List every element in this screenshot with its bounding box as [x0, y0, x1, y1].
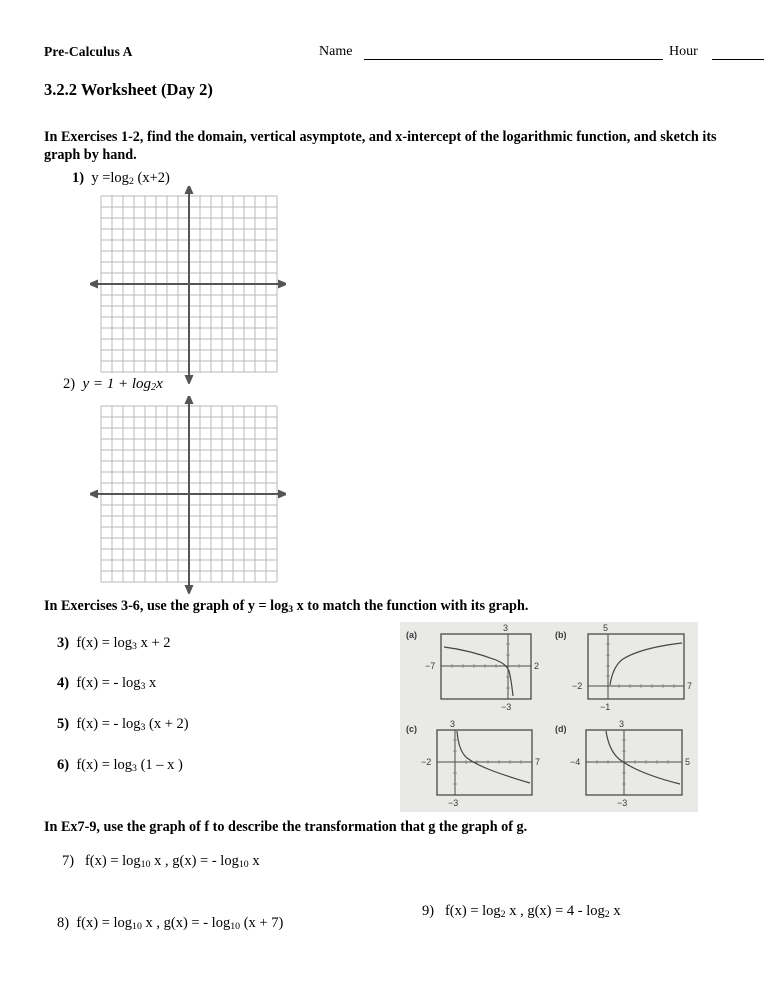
problem-2-number: 2): [63, 376, 76, 392]
svg-text:2: 2: [534, 661, 540, 671]
instruction-exercises-1-2: In Exercises 1-2, find the domain, vertical asymptote, and x-intercept of the logarithmic function, and sketch its graph by hand.: [44, 129, 717, 163]
coordinate-grid-2[interactable]: [90, 396, 286, 594]
hour-label: Hour: [669, 44, 698, 59]
problem-4: [57, 674, 156, 696]
svg-text:−1: −1: [600, 702, 611, 712]
mini-graph-d: [555, 719, 690, 808]
problem-3: [57, 634, 171, 656]
problem-8-number: 8): [57, 915, 70, 931]
problem-5: [57, 715, 189, 737]
problem-7: [62, 852, 260, 874]
mini-graph-a: [406, 623, 539, 712]
svg-text:(b): (b): [555, 630, 567, 640]
svg-text:3: 3: [503, 623, 509, 633]
problem-2-text: $y = 1 + \log_2x$: [78, 376, 163, 394]
worksheet-header: [44, 44, 726, 66]
problem-3-number: 3): [57, 635, 70, 651]
problem-8: [57, 914, 283, 936]
name-blank-line[interactable]: [364, 59, 663, 60]
svg-text:5: 5: [685, 757, 691, 767]
svg-text:−3: −3: [501, 702, 512, 712]
svg-text:(a): (a): [406, 630, 417, 640]
svg-text:−2: −2: [572, 681, 583, 691]
problem-1-text: $y =\log_2$ (x+2): [87, 170, 170, 188]
problem-3-text: $f(x) = \log_3 x + 2$: [72, 635, 171, 653]
problem-7-number: 7): [62, 853, 75, 869]
svg-text:−3: −3: [617, 798, 628, 808]
problem-1-number: 1): [72, 170, 85, 186]
svg-text:7: 7: [687, 681, 693, 691]
problem-8-text: $f(x) = \log_{10} x$ , g(x) = - $\log_{10} (x + 7)$: [72, 915, 284, 933]
svg-text:−2: −2: [421, 757, 432, 767]
svg-text:5: 5: [603, 623, 609, 633]
page-title: 3.2.2 Worksheet (Day 2): [44, 80, 213, 99]
svg-text:(d): (d): [555, 724, 567, 734]
svg-text:7: 7: [535, 757, 541, 767]
mini-graph-b: [555, 623, 692, 712]
coordinate-grid-1[interactable]: [90, 186, 286, 384]
svg-text:3: 3: [450, 719, 456, 729]
problem-6-text: $f(x) = \log_3 (1 - x$ ): [72, 757, 183, 775]
problem-9-text: $f(x) = \log_2 x$ , $g(x) = 4 - \log_2 x$: [437, 903, 621, 921]
mini-graph-c: [406, 719, 540, 808]
svg-text:−7: −7: [425, 661, 436, 671]
problem-6-number: 6): [57, 757, 70, 773]
problem-4-text: f(x) = - $\log_3 x$: [72, 675, 157, 693]
problem-4-number: 4): [57, 675, 70, 691]
problem-6: [57, 756, 183, 778]
problem-7-text: $f(x) = \log_{10} x$ , g(x) = - $\log_{10} x$: [77, 853, 260, 871]
svg-text:(c): (c): [406, 724, 417, 734]
instruction-exercises-3-6: In Exercises 3-6, use the graph of $y = \log_3 x$ to match the function with its graph.: [44, 598, 529, 616]
problem-2: [63, 375, 163, 397]
svg-text:−4: −4: [570, 757, 581, 767]
problem-5-number: 5): [57, 716, 70, 732]
problem-9: [422, 902, 621, 924]
matching-graphs-figure: [400, 622, 698, 812]
name-label: Name: [319, 44, 353, 59]
instruction-exercises-7-9: In Ex7-9, use the graph of f to describe the transformation that g the graph of g.: [44, 819, 528, 835]
course-name: Pre-Calculus A: [44, 44, 133, 59]
hour-blank-line[interactable]: [712, 59, 764, 60]
svg-text:−3: −3: [448, 798, 459, 808]
problem-5-text: f(x) = - $\log_3 (x + 2)$: [72, 716, 189, 734]
problem-9-number: 9): [422, 903, 435, 919]
svg-text:3: 3: [619, 719, 625, 729]
